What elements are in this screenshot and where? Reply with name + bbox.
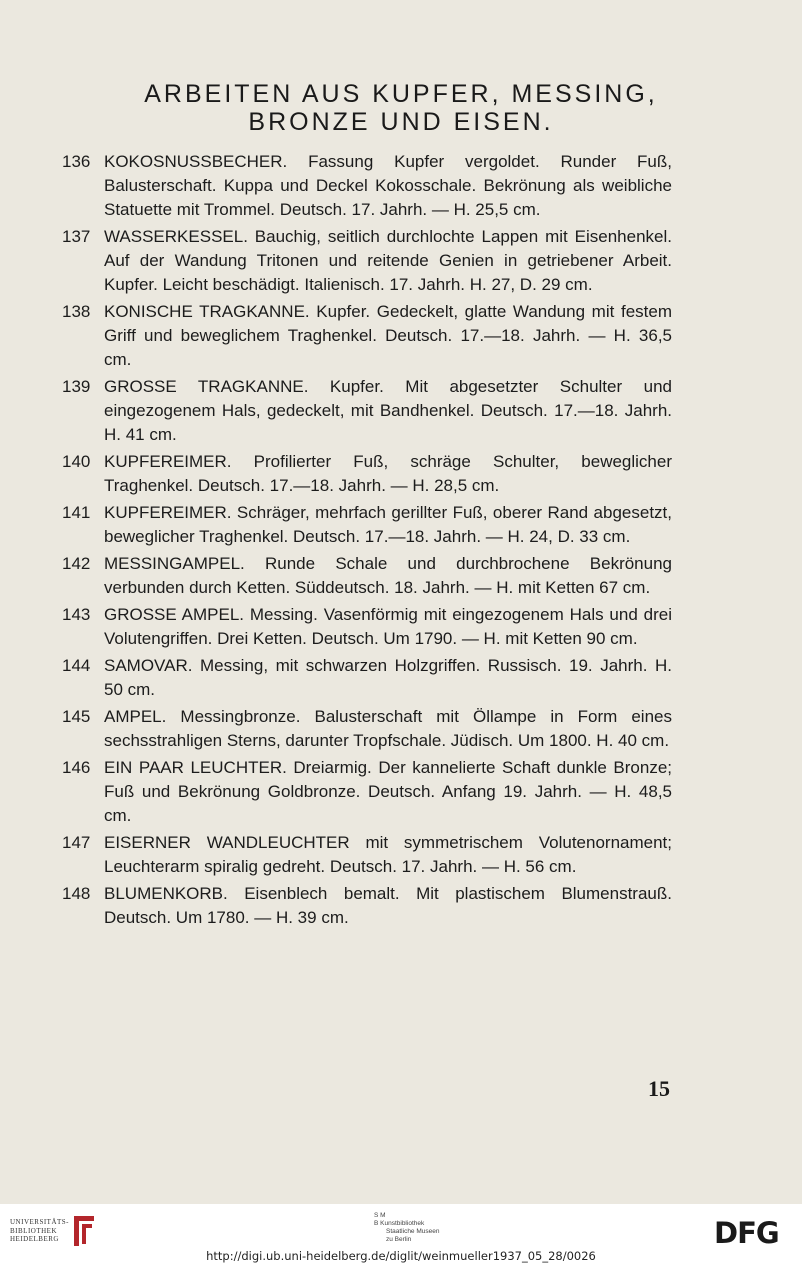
lib-line-2: B Kunstbibliothek — [374, 1220, 425, 1227]
uni-line-1: UNIVERSITÄTS- — [10, 1218, 69, 1226]
entry-number: 147 — [62, 833, 91, 852]
catalog-entry — [62, 501, 672, 549]
catalog-entry — [62, 375, 672, 447]
catalog-entry — [62, 603, 672, 651]
entry-text: BLUMENKORB. Eisenblech bemalt. Mit plastischem Blumenstrauß. Deutsch. Um 1780. — H. 39 cm. — [104, 884, 672, 927]
catalog-entries — [62, 150, 672, 933]
entry-text: SAMOVAR. Messing, mit schwarzen Holzgriffen. Russisch. 19. Jahrh. H. 50 cm. — [104, 656, 672, 699]
entry-number: 146 — [62, 758, 91, 777]
heading-line-1: ARBEITEN AUS KUPFER, MESSING, — [144, 80, 658, 108]
entry-number: 148 — [62, 884, 91, 903]
catalog-entry — [62, 150, 672, 222]
digitization-footer — [0, 1204, 802, 1264]
entry-text: EISERNER WANDLEUCHTER mit symmetrischem Volutenornament; Leuchterarm spiralig gedreht. Deutsch. 17. Jahrh. — H. 56 cm. — [104, 833, 672, 876]
entry-text: GROSSE AMPEL. Messing. Vasenförmig mit eingezogenem Hals und drei Volutengriffen. Drei Ketten. Deutsch. Um 1790. — H. mit Ketten 90 cm. — [104, 605, 672, 648]
entry-number: 139 — [62, 377, 91, 396]
catalog-entry — [62, 300, 672, 372]
catalog-entry — [62, 654, 672, 702]
lib-line-3: Staatliche Museen — [386, 1228, 440, 1235]
entry-text: WASSERKESSEL. Bauchig, seitlich durchlochte Lappen mit Eisenhenkel. Auf der Wandung Tritonen und reitende Genien in getriebener Arbeit. Kupfer. Leicht beschädigt. Italienisch. 17. Jahrh. H. 27, D. 29 cm. — [104, 227, 672, 294]
entry-number: 136 — [62, 152, 91, 171]
entry-text: KUPFEREIMER. Schräger, mehrfach gerillter Fuß, oberer Rand abgesetzt, beweglicher Traghenkel. Deutsch. 17.—18. Jahrh. — H. 24, D. 33 cm. — [104, 503, 672, 546]
uni-line-3: HEIDELBERG — [10, 1235, 59, 1243]
catalog-entry — [62, 756, 672, 828]
entry-number: 144 — [62, 656, 91, 675]
catalog-entry — [62, 882, 672, 930]
entry-text: EIN PAAR LEUCHTER. Dreiarmig. Der kannelierte Schaft dunkle Bronze; Fuß und Bekrönung Goldbronze. Deutsch. Anfang 19. Jahrh. — H. 48,5 cm. — [104, 758, 672, 825]
source-url[interactable]: http://digi.ub.uni-heidelberg.de/diglit/weinmueller1937_05_28/0026 — [206, 1249, 596, 1263]
dfg-logo: DFG — [714, 1216, 779, 1250]
university-library-name — [10, 1218, 69, 1244]
entry-number: 138 — [62, 302, 91, 321]
catalog-entry — [62, 225, 672, 297]
uni-line-2: BIBLIOTHEK — [10, 1226, 57, 1235]
entry-number: 142 — [62, 554, 91, 573]
university-logo-icon — [70, 1214, 98, 1248]
entry-text: MESSINGAMPEL. Runde Schale und durchbrochene Bekrönung verbunden durch Ketten. Süddeutsch. 18. Jahrh. — H. mit Ketten 67 cm. — [104, 554, 672, 597]
page-heading — [60, 80, 742, 136]
heading-line-2: BRONZE UND EISEN. — [248, 108, 554, 136]
catalog-entry — [62, 552, 672, 600]
page-number: 15 — [648, 1076, 670, 1101]
entry-text: KOKOSNUSSBECHER. Fassung Kupfer vergoldet. Runder Fuß, Balusterschaft. Kuppa und Deckel Kokosschale. Bekrönung als weibliche Statuette mit Trommel. Deutsch. 17. Jahrh. — H. 25,5 cm. — [104, 152, 672, 219]
lib-line-4: zu Berlin — [386, 1236, 412, 1243]
entry-number: 140 — [62, 452, 91, 471]
entry-text: AMPEL. Messingbronze. Balusterschaft mit Öllampe in Form eines sechsstrahligen Sterns, darunter Tropfschale. Jüdisch. Um 1800. H. 40 cm. — [104, 707, 672, 750]
entry-text: KONISCHE TRAGKANNE. Kupfer. Gedeckelt, glatte Wandung mit festem Griff und beweglichem Traghenkel. Deutsch. 17.—18. Jahrh. — H. 36,5 cm. — [104, 302, 672, 369]
library-stamp — [374, 1212, 439, 1244]
entry-number: 141 — [62, 503, 91, 522]
entry-number: 145 — [62, 707, 91, 726]
entry-text: GROSSE TRAGKANNE. Kupfer. Mit abgesetzter Schulter und eingezogenem Hals, gedeckelt, mit Bandhenkel. Deutsch. 17.—18. Jahrh. H. 41 cm. — [104, 377, 672, 444]
entry-number: 143 — [62, 605, 91, 624]
catalog-entry — [62, 831, 672, 879]
catalog-entry — [62, 450, 672, 498]
entry-number: 137 — [62, 227, 91, 246]
entry-text: KUPFEREIMER. Profilierter Fuß, schräge Schulter, beweglicher Traghenkel. Deutsch. 17.—18. Jahrh. — H. 28,5 cm. — [104, 452, 672, 495]
lib-line-1: S M — [374, 1212, 386, 1219]
catalog-entry — [62, 705, 672, 753]
